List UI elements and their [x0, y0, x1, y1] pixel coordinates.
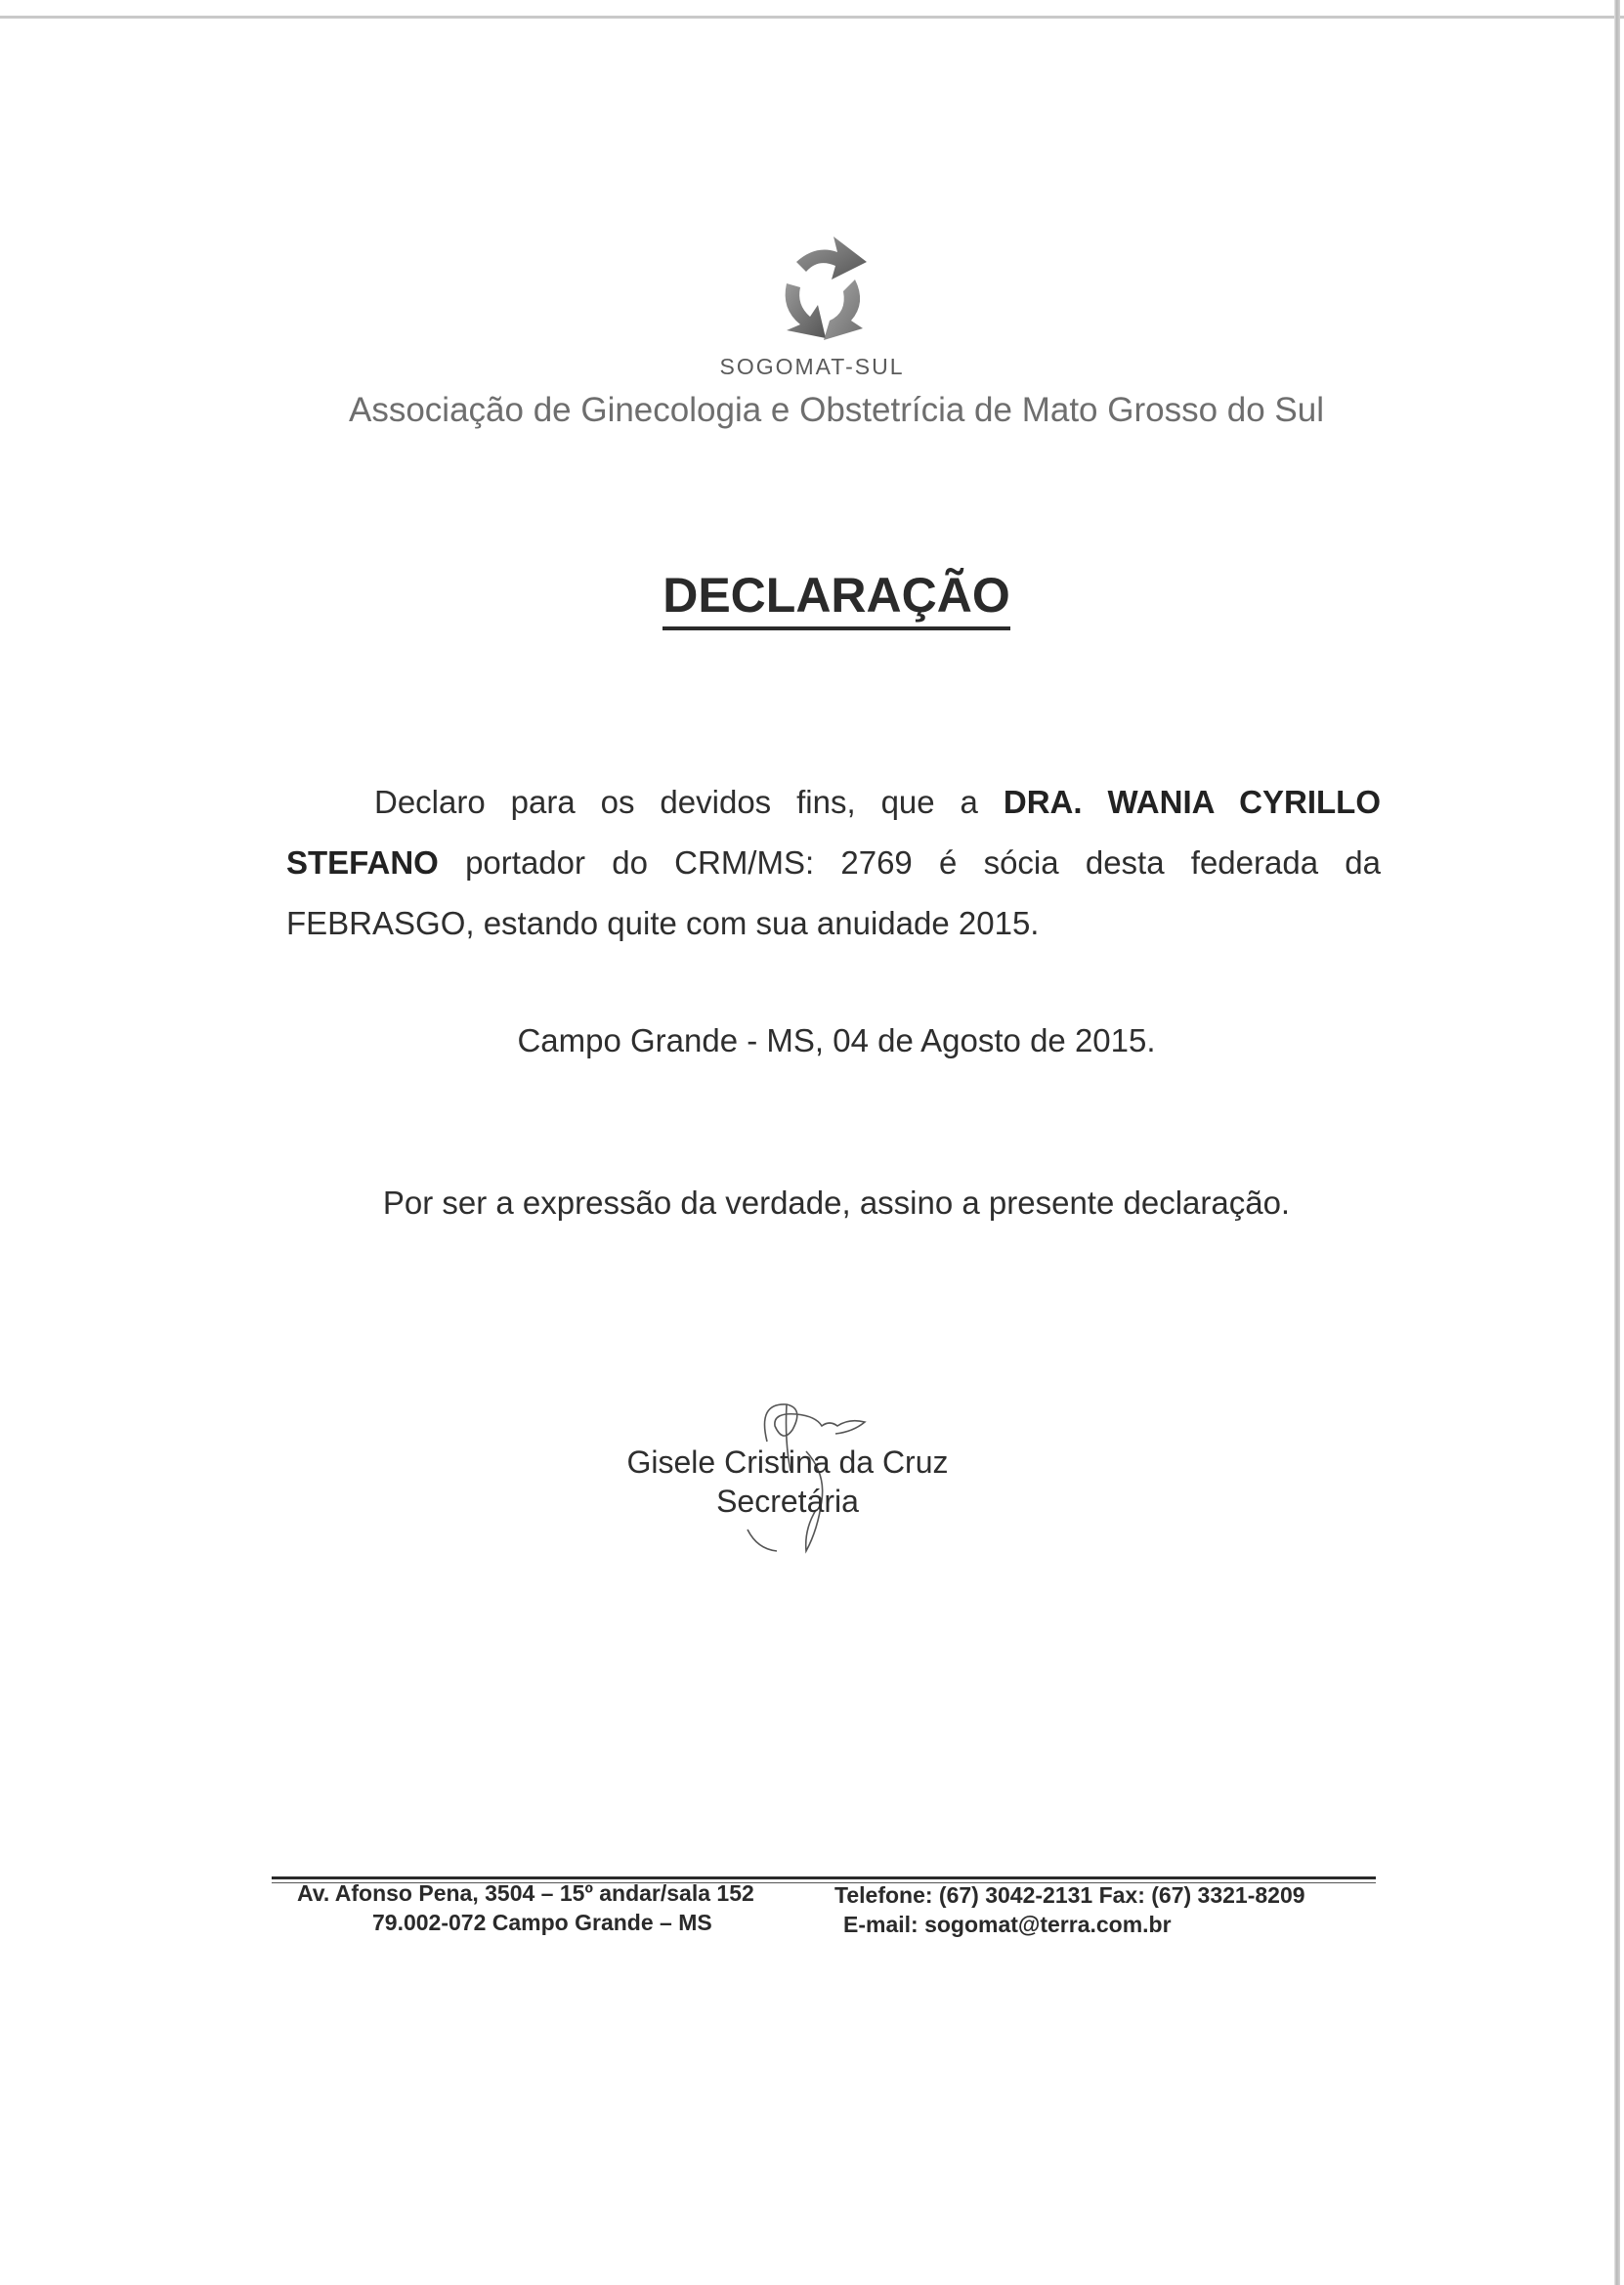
- signer-name: Gisele Cristina da Cruz: [626, 1444, 949, 1480]
- document-title: [0, 567, 1624, 624]
- association-name: Associação de Ginecologia e Obstetrícia de Mato Grosso do Sul: [348, 391, 1325, 429]
- scan-edge-right: [1614, 0, 1620, 2285]
- recycle-arrows-logo-icon: [757, 223, 884, 350]
- date-line: Campo Grande - MS, 04 de Agosto de 2015.: [517, 1022, 1156, 1058]
- scan-edge-top: [0, 16, 1624, 19]
- footer-address-line2: 79.002-072 Campo Grande – MS: [372, 1910, 712, 1935]
- document-title-text: DECLARAÇÃO: [662, 568, 1010, 630]
- doctor-name: DRA. WANIA CYRILLO STEFANO: [286, 784, 1381, 881]
- declaration-paragraph: [286, 772, 1381, 954]
- closing-statement: Por ser a expressão da verdade, assino a presente declaração.: [382, 1185, 1291, 1221]
- footer-address-line1: Av. Afonso Pena, 3504 – 15º andar/sala 152: [297, 1880, 754, 1906]
- footer-divider: [272, 1876, 1376, 1879]
- handwritten-signature: [728, 1383, 894, 1578]
- paragraph-intro: Declaro para os devidos fins, que a: [374, 784, 1004, 820]
- footer-email: E-mail: sogomat@terra.com.br: [843, 1912, 1172, 1937]
- association-acronym: SOGOMAT-SUL: [719, 354, 905, 379]
- signer-role: Secretária: [716, 1484, 859, 1519]
- footer-phone-fax: Telefone: (67) 3042-2131 Fax: (67) 3321-8209: [834, 1882, 1305, 1908]
- paragraph-rest: portador do CRM/MS: 2769 é sócia desta federada da FEBRASGO, estando quite com sua anuidade 2015.: [286, 844, 1381, 941]
